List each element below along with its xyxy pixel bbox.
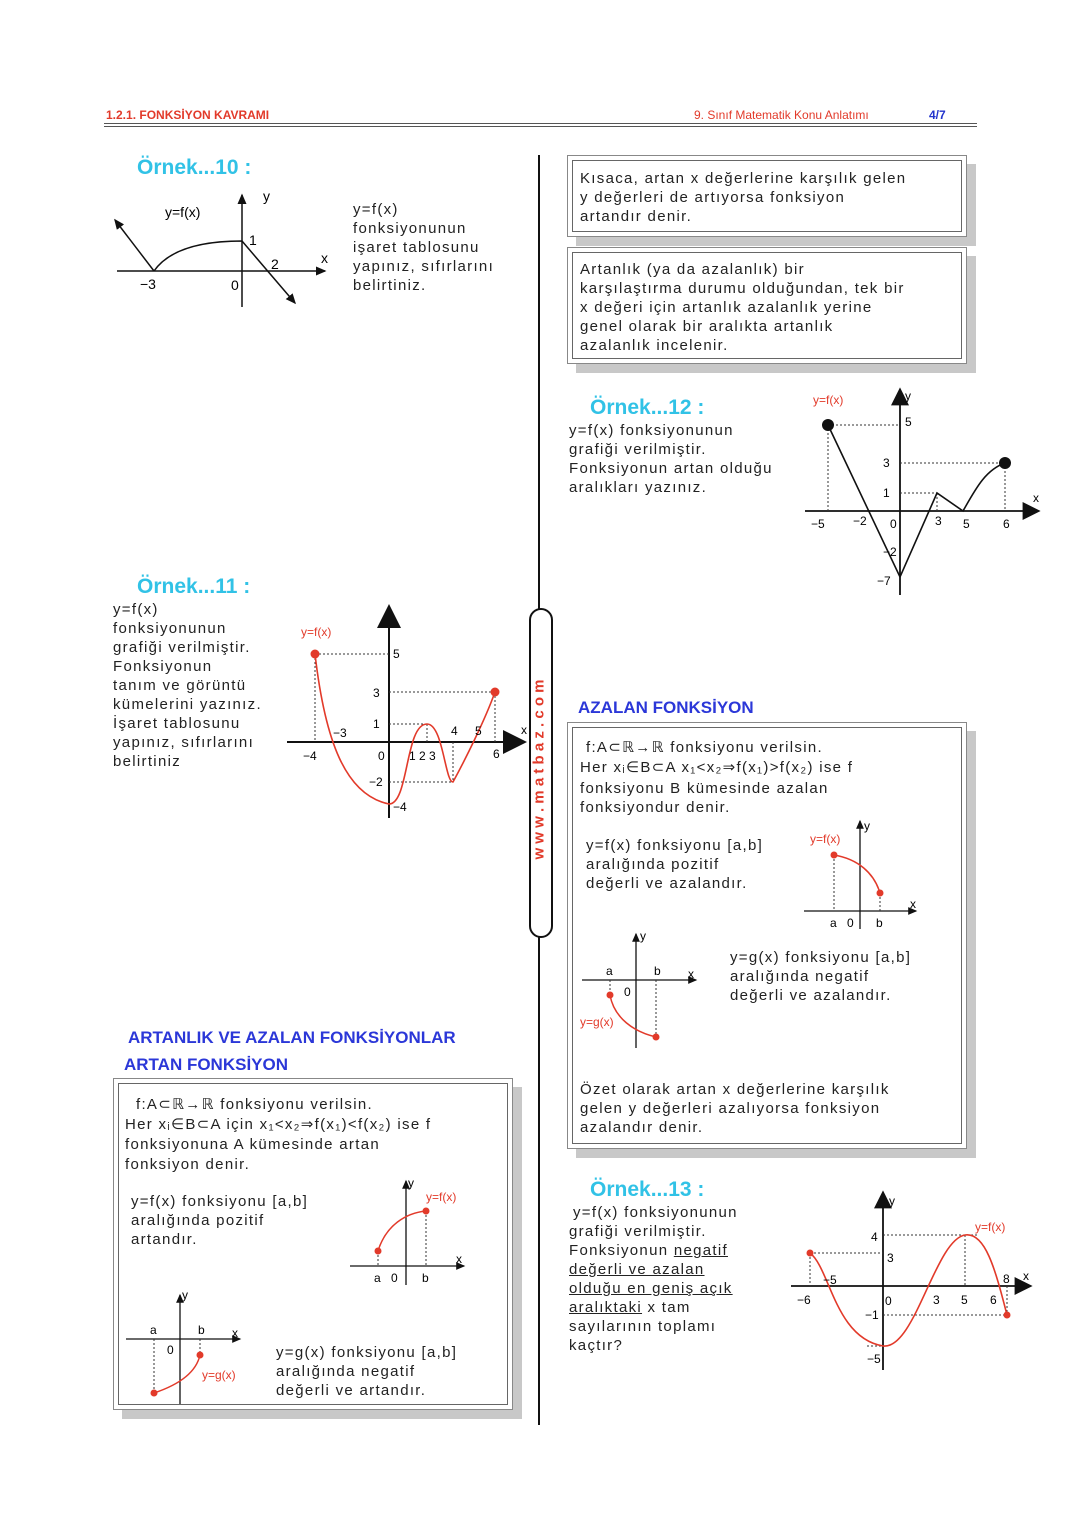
example-13-l2: grafiği verilmiştir.: [569, 1223, 707, 1240]
artan-definition-box: [113, 1078, 513, 1410]
azalan-title: AZALAN FONKSİYON: [578, 698, 754, 717]
artan-line4: fonksiyon denir.: [125, 1156, 251, 1173]
tick-6: 6: [1003, 517, 1010, 531]
section-title-2: ARTAN FONKSİYON: [124, 1055, 289, 1074]
tick-m3: −3: [333, 726, 347, 740]
b-label: b: [198, 1323, 205, 1337]
example-13-l6a: aralıktaki: [569, 1299, 643, 1316]
example-13-l4: değerli ve azalan: [569, 1261, 705, 1278]
azalan-line1: f:A⊂ℝ→ℝ fonksiyonu verilsin.: [586, 739, 823, 756]
note-2-text: Artanlık (ya da azalanlık) bir karşılaştırma durumu olduğundan, tek bir x değeri için artanlık azalanlık yerine genel olarak bir aralıkta artanlık azalanlık incelenir.: [580, 261, 905, 354]
a-label: a: [606, 964, 613, 978]
example-10-text: y=f(x) fonksiyonunun işaret tablosunu yapınız, sıfırlarını belirtiniz.: [353, 201, 495, 294]
a-label: a: [374, 1271, 381, 1285]
header-course: 9. Sınıf Matematik Konu Anlatımı: [694, 108, 869, 122]
tick-3: 3: [887, 1251, 894, 1265]
y-label: y: [640, 929, 646, 943]
tick-4: 4: [871, 1230, 878, 1244]
example-13-l8: kaçtır?: [569, 1337, 624, 1354]
example-11-graph: [285, 600, 540, 825]
curve: [154, 241, 295, 303]
tick-3x: 3: [933, 1293, 940, 1307]
example-13-title: Örnek...13 :: [590, 1178, 705, 1201]
example-13-l3a: Fonksiyonun: [569, 1242, 674, 1259]
example-13-l5: olduğu en geniş açık: [569, 1280, 733, 1297]
y-label: y: [905, 389, 911, 403]
tick-5: 5: [905, 415, 912, 429]
azalan-negative-graph: [578, 928, 708, 1053]
tick-m6: −6: [797, 1293, 811, 1307]
header-section: 1.2.1. FONKSİYON KAVRAMI: [106, 108, 270, 122]
example-10-title: Örnek...10 :: [137, 156, 252, 179]
x-label: x: [1033, 491, 1039, 505]
tick-m4: −4: [303, 749, 317, 763]
tick-6: 6: [493, 747, 500, 761]
example-13-l6b: x tam: [642, 1299, 691, 1316]
left-endpoint: [822, 419, 834, 431]
a-label: a: [830, 916, 837, 930]
azalan-summary: Özet olarak artan x değerlerine karşılık gelen y değerleri azalıyorsa fonksiyon azalandır denir.: [580, 1081, 890, 1136]
zero-label: 0: [624, 985, 631, 999]
y-label: y: [408, 1176, 414, 1190]
tick-0: 0: [378, 749, 385, 763]
tick-0: 0: [890, 517, 897, 531]
y-label: y: [182, 1288, 188, 1302]
a-label: a: [150, 1323, 157, 1337]
tick-3x: 3: [935, 514, 942, 528]
tick-123: 1 2 3: [409, 749, 436, 763]
tick-2: 2: [271, 256, 279, 272]
example-13-l3b: negatif: [673, 1242, 728, 1259]
zero-label: 0: [167, 1343, 174, 1357]
tick-4: 4: [451, 724, 458, 738]
example-13-l7: sayılarının toplamı: [569, 1318, 717, 1335]
x-label: x: [232, 1326, 238, 1340]
zero-label: 0: [847, 916, 854, 930]
x-label: x: [910, 897, 916, 911]
watermark-text: w w w . m a t b a z . c o m: [530, 679, 548, 860]
note-box-1: [567, 155, 967, 237]
azalan-line2: Her xᵢ∈B⊂A x₁<x₂⇒f(x₁)>f(x₂) ise f: [580, 759, 854, 776]
azalan-negative-text: y=g(x) fonksiyonu [a,b] aralığında negatif değerli ve azalandır.: [730, 949, 912, 1004]
func-label: y=f(x): [975, 1220, 1006, 1234]
tick-5: 5: [961, 1293, 968, 1307]
tick-m5x: −5: [823, 1273, 837, 1287]
tick-3: 3: [883, 456, 890, 470]
left-ray: [115, 220, 154, 271]
artan-negative-text: y=g(x) fonksiyonu [a,b] aralığında negatif değerli ve artandır.: [276, 1344, 458, 1399]
tick-m7: −7: [877, 574, 891, 588]
example-11-text: y=f(x) fonksiyonunun grafiği verilmiştir. Fonksiyonun tanım ve görüntü kümelerini yazınız. İşaret tablosunu yapınız, sıfırlarını belirtiniz: [113, 601, 262, 770]
artan-line1: f:A⊂ℝ→ℝ fonksiyonu verilsin.: [136, 1096, 373, 1113]
section-title-1: ARTANLIK VE AZALAN FONKSİYONLAR: [128, 1028, 456, 1047]
tick-5x: 5: [963, 517, 970, 531]
azalan-line4: fonksiyondur denir.: [580, 799, 731, 816]
tick-m5y: −5: [867, 1352, 881, 1366]
artan-negative-graph: [122, 1279, 252, 1404]
tick-1: 1: [249, 232, 257, 248]
y-label: y: [889, 1194, 895, 1208]
tick-0: 0: [231, 277, 239, 293]
tick-1: 1: [883, 486, 890, 500]
x-label: x: [688, 967, 694, 981]
note-box-2: [567, 247, 967, 364]
tick-6: 6: [990, 1293, 997, 1307]
tick-m2y: −2: [883, 545, 897, 559]
func-label: y=f(x): [813, 393, 844, 407]
azalan-line3: fonksiyonu B kümesinde azalan: [580, 780, 829, 797]
tick-5b: 5: [475, 724, 482, 738]
left-endpoint: [807, 1250, 814, 1257]
x-label: x: [321, 250, 328, 266]
func-label: y=f(x): [810, 832, 841, 846]
func-label: y=g(x): [580, 1015, 614, 1029]
tick-8: 8: [1003, 1272, 1010, 1286]
x-label: x: [521, 723, 527, 737]
y-label: y: [263, 188, 270, 204]
azalan-positive-text: y=f(x) fonksiyonu [a,b] aralığında pozitif değerli ve azalandır.: [586, 837, 764, 892]
func-label: y=f(x): [165, 204, 201, 220]
curve: [828, 425, 1005, 577]
artan-positive-graph: [348, 1173, 478, 1288]
header-rule: [104, 123, 977, 127]
right-endpoint: [1004, 1312, 1011, 1319]
example-13-l1: y=f(x) fonksiyonunun: [573, 1204, 738, 1221]
artan-line3: fonksiyonuna A kümesinde artan: [125, 1136, 380, 1153]
tick-m5: −5: [811, 517, 825, 531]
example-13-graph: [785, 1188, 1040, 1373]
y-label: y: [864, 819, 870, 833]
tick-m1: −1: [865, 1308, 879, 1322]
tick-m2: −2: [369, 775, 383, 789]
right-endpoint: [999, 457, 1011, 469]
zero-label: 0: [391, 1271, 398, 1285]
example-11-title: Örnek...11 :: [137, 575, 251, 598]
example-12-title: Örnek...12 :: [590, 396, 705, 419]
func-label: y=g(x): [202, 1368, 236, 1382]
tick-m2: −2: [853, 514, 867, 528]
tick-3: 3: [373, 686, 380, 700]
curve: [810, 1235, 1007, 1346]
artan-line2: Her xᵢ∈B⊂A için x₁<x₂⇒f(x₁)<f(x₂) ise f: [125, 1116, 432, 1133]
b-label: b: [422, 1271, 429, 1285]
func-label: y=f(x): [301, 625, 332, 639]
azalan-definition-box: [567, 722, 967, 1149]
tick-m3: −3: [140, 276, 156, 292]
note-1-text: Kısaca, artan x değerlerine karşılık gelen y değerleri de artıyorsa fonksiyon artandır denir.: [580, 170, 907, 225]
tick-m4b: −4: [393, 800, 407, 814]
b-label: b: [876, 916, 883, 930]
example-12-graph: [795, 385, 1050, 600]
header-page: 4/7: [929, 108, 946, 122]
example-12-text: y=f(x) fonksiyonunun grafiği verilmiştir. Fonksiyonun artan olduğu aralıkları yazınız.: [569, 422, 773, 496]
b-label: b: [654, 964, 661, 978]
x-label: x: [456, 1252, 462, 1266]
right-endpoint: [491, 688, 500, 697]
example-10-graph: [105, 185, 345, 310]
tick-0: 0: [885, 1294, 892, 1308]
x-label: x: [1023, 1269, 1029, 1283]
azalan-positive-graph: [800, 817, 925, 932]
tick-5: 5: [393, 647, 400, 661]
tick-1: 1: [373, 717, 380, 731]
left-endpoint: [311, 650, 320, 659]
func-label: y=f(x): [426, 1190, 457, 1204]
artan-positive-text: y=f(x) fonksiyonu [a,b] aralığında pozitif artandır.: [131, 1193, 309, 1248]
